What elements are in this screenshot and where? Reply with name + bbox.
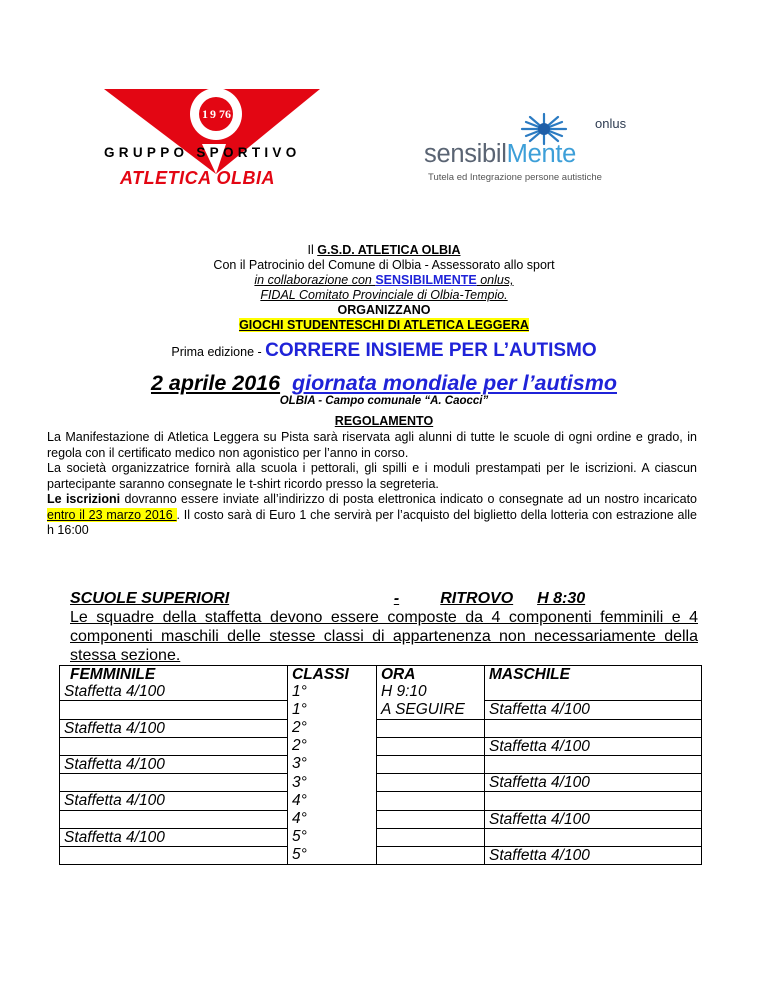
table-row (60, 719, 702, 737)
fidal-text: FIDAL Comitato Provinciale di Olbia-Tempio. (260, 288, 508, 302)
cell-maschile (485, 792, 702, 810)
collaboration-name: SENSIBILMENTE (375, 273, 477, 287)
cell-ora (377, 719, 485, 737)
venue-line: OLBIA - Campo comunale “A. Caocci” (279, 395, 489, 407)
fidal-line (0, 288, 768, 303)
regolamento-paragraph-1: La Manifestazione di Atletica Leggera su Pista sarà riservata agli alunni di tutte le scuole di ogni ordine e grado, in regola con il certificato medico non agonistico per l’anno in corso. (47, 430, 697, 460)
logo-sensibilmente-name (424, 140, 576, 169)
header-classi: CLASSI (288, 666, 377, 684)
event-subtitle: giornata mondiale per l’autismo (292, 371, 617, 395)
organizer-name: G.S.D. ATLETICA OLBIA (317, 243, 461, 257)
cell-femminile: Staffetta 4/100 (60, 719, 288, 737)
cell-femminile (60, 846, 288, 864)
cell-classe: 1° (288, 683, 377, 701)
logo-text-atletica-olbia: ATLETICA OLBIA (120, 168, 275, 188)
table-row (60, 846, 702, 864)
cell-classe: 1° (288, 701, 377, 719)
edition-prefix: Prima edizione - (171, 345, 266, 359)
schedule-table (59, 665, 702, 865)
logo-year-left: 19 (202, 107, 218, 121)
cell-femminile: Staffetta 4/100 (60, 792, 288, 810)
cell-classe: 3° (288, 755, 377, 773)
date-line (0, 371, 768, 396)
cell-classe: 2° (288, 719, 377, 737)
cell-classe: 2° (288, 737, 377, 755)
edition-line (0, 340, 768, 362)
cell-classe: 4° (288, 792, 377, 810)
table-row (60, 737, 702, 755)
cell-femminile: Staffetta 4/100 (60, 828, 288, 846)
collaboration-prefix: in collaborazione con (254, 273, 376, 287)
event-title: GIOCHI STUDENTESCHI DI ATLETICA LEGGERA (239, 318, 529, 332)
cell-maschile (485, 683, 702, 701)
sensibilmente-logo (424, 112, 650, 192)
cell-maschile: Staffetta 4/100 (485, 701, 702, 719)
organizzano-line: ORGANIZZANO (337, 303, 431, 317)
section-time: H 8:30 (537, 590, 586, 607)
cell-ora (377, 846, 485, 864)
cell-maschile: Staffetta 4/100 (485, 846, 702, 864)
regolamento-paragraph-2: La società organizzatrice fornirà alla scuola i pettorali, gli spilli e i moduli prestampati per le iscrizioni. A ciascun partecipante saranno consegnate le t-shirt ricordo presso la segreteria. (47, 461, 697, 491)
cell-ora (377, 828, 485, 846)
header-maschile: MASCHILE (485, 666, 702, 684)
cell-femminile (60, 810, 288, 828)
logo-name-part2: Mente (506, 140, 577, 168)
logo-text-gruppo-sportivo: GRUPPO SPORTIVO (104, 145, 301, 160)
iscrizioni-text-b: . Il costo sarà di Euro 1 che servirà per l’acquisto del biglietto della lotteria con estrazione alle h 16:00 (47, 507, 697, 537)
table-row (60, 828, 702, 846)
cell-femminile: Staffetta 4/100 (60, 755, 288, 773)
edition-title: CORRERE INSIEME PER L’AUTISMO (265, 340, 597, 361)
cell-maschile: Staffetta 4/100 (485, 810, 702, 828)
iscrizioni-text-a: dovranno essere inviate all’indirizzo di posta elettronica indicato o consegnate ad un nostro incaricato (120, 492, 697, 506)
regolamento-paragraph-3 (47, 492, 697, 539)
table-row (60, 792, 702, 810)
organizer-prefix: Il (307, 243, 318, 257)
organizer-line (0, 243, 768, 258)
logo-onlus-label: onlus (595, 116, 627, 131)
cell-maschile: Staffetta 4/100 (485, 737, 702, 755)
cell-femminile (60, 737, 288, 755)
table-row (60, 701, 702, 719)
section-dash: - (393, 590, 400, 607)
cell-maschile: Staffetta 4/100 (485, 774, 702, 792)
collaboration-suffix: onlus, (476, 273, 514, 287)
cell-femminile (60, 701, 288, 719)
table-row (60, 755, 702, 773)
cell-femminile (60, 774, 288, 792)
cell-ora (377, 755, 485, 773)
cell-classe: 5° (288, 846, 377, 864)
cell-maschile (485, 755, 702, 773)
cell-ora: H 9:10 (377, 683, 485, 701)
patronage-line: Con il Patrocinio del Comune di Olbia - Assessorato allo sport (213, 258, 555, 272)
section-description: Le squadre della staffetta devono essere composte da 4 componenti femminili e 4 componenti maschili delle stesse classi di appartenenza non necessariamente della stessa sezione. (70, 609, 698, 664)
cell-ora (377, 810, 485, 828)
regolamento-title-line (0, 414, 768, 429)
header-ora: ORA (377, 666, 485, 684)
section-title: SCUOLE SUPERIORI (70, 590, 230, 607)
table-row (60, 774, 702, 792)
cell-classe: 5° (288, 828, 377, 846)
section-ritrovo: RITROVO (440, 590, 514, 607)
header-femminile: FEMMINILE (60, 666, 288, 684)
cell-maschile (485, 828, 702, 846)
table-row (60, 810, 702, 828)
cell-maschile (485, 719, 702, 737)
regolamento-body (47, 430, 697, 539)
schedule-header-row (60, 666, 702, 684)
cell-ora (377, 792, 485, 810)
section-heading (70, 590, 585, 608)
atletica-olbia-logo (98, 86, 323, 191)
table-row (60, 683, 702, 701)
cell-ora (377, 774, 485, 792)
logo-name-part1: sensibil (424, 140, 507, 168)
event-date: 2 aprile 2016 (150, 371, 281, 395)
cell-ora: A SEGUIRE (377, 701, 485, 719)
cell-classe: 4° (288, 810, 377, 828)
cell-femminile: Staffetta 4/100 (60, 683, 288, 701)
logo-tagline: Tutela ed Integrazione persone autistiche (428, 172, 602, 183)
regolamento-title: REGOLAMENTO (334, 414, 434, 428)
iscrizioni-deadline: entro il 23 marzo 2016 (47, 507, 177, 522)
iscrizioni-label: Le iscrizioni (47, 492, 121, 506)
event-line (0, 318, 768, 333)
cell-ora (377, 737, 485, 755)
collaboration-line (0, 273, 768, 288)
cell-classe: 3° (288, 774, 377, 792)
logo-year-right: 76 (219, 107, 231, 121)
